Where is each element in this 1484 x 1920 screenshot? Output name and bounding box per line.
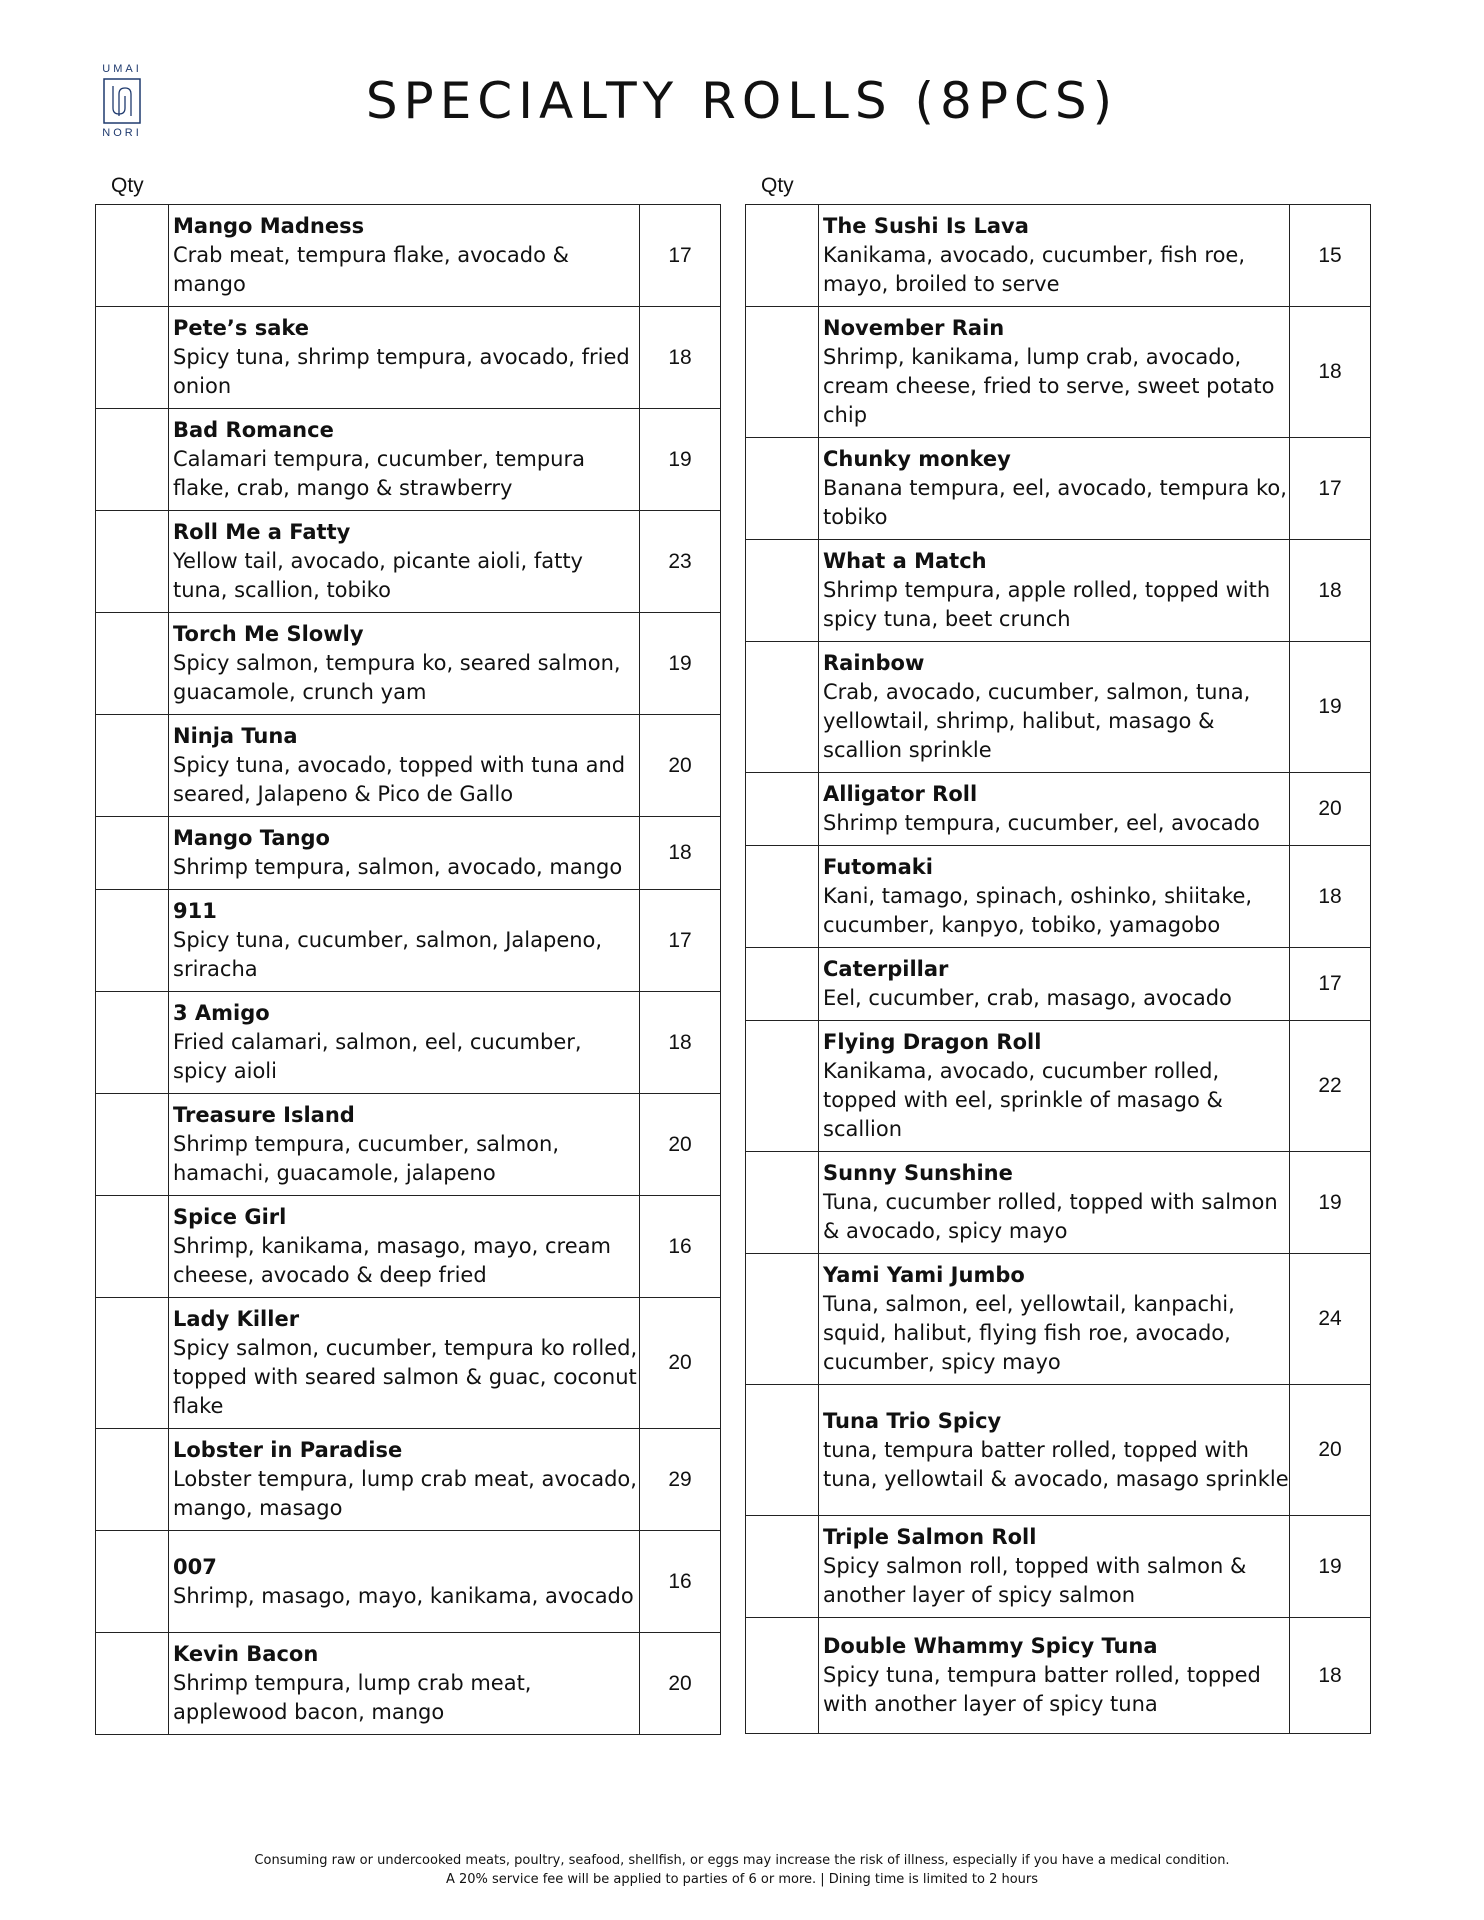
menu-row <box>96 1429 721 1531</box>
footer-line-health: Consuming raw or undercooked meats, poultry, seafood, shellfish, or eggs may increase the risk of illness, especially if you have a medical condition. <box>254 1853 1230 1868</box>
item-description: Tuna, cucumber rolled, topped with salmon & avocado, spicy mayo <box>823 1190 1278 1243</box>
item-price: 18 <box>640 307 721 409</box>
item-description: Spicy tuna, cucumber, salmon, Jalapeno, sriracha <box>173 928 603 981</box>
item-price: 24 <box>1290 1254 1371 1385</box>
item-info <box>169 992 640 1094</box>
item-info <box>169 511 640 613</box>
item-name: What a Match <box>823 549 987 573</box>
qty-cell[interactable] <box>746 642 819 773</box>
item-price: 19 <box>1290 1516 1371 1618</box>
item-description: Kanikama, avocado, cucumber, fish roe, mayo, broiled to serve <box>823 243 1246 296</box>
item-name: Kevin Bacon <box>173 1642 319 1666</box>
item-name: Mango Madness <box>173 214 365 238</box>
qty-cell[interactable] <box>746 948 819 1021</box>
item-price: 17 <box>640 890 721 992</box>
item-info <box>819 1021 1290 1152</box>
item-name: Rainbow <box>823 651 925 675</box>
menu-row <box>96 1094 721 1196</box>
menu-row <box>746 1254 1371 1385</box>
item-info <box>169 1531 640 1633</box>
item-info <box>819 1618 1290 1734</box>
item-name: Caterpillar <box>823 957 949 981</box>
qty-cell[interactable] <box>96 1531 169 1633</box>
item-price: 18 <box>1290 846 1371 948</box>
item-description: Shrimp tempura, salmon, avocado, mango <box>173 855 623 879</box>
item-price: 19 <box>640 409 721 511</box>
menu-row <box>96 307 721 409</box>
item-price: 20 <box>640 715 721 817</box>
item-description: Lobster tempura, lump crab meat, avocado, mango, masago <box>173 1467 637 1520</box>
item-price: 20 <box>640 1094 721 1196</box>
qty-cell[interactable] <box>96 205 169 307</box>
item-name: Futomaki <box>823 855 933 879</box>
item-name: Treasure Island <box>173 1103 355 1127</box>
menu-row <box>96 409 721 511</box>
item-info <box>169 890 640 992</box>
menu-row <box>746 438 1371 540</box>
item-description: Yellow tail, avocado, picante aioli, fatty tuna, scallion, tobiko <box>173 549 583 602</box>
item-info <box>169 817 640 890</box>
item-description: Eel, cucumber, crab, masago, avocado <box>823 986 1232 1010</box>
item-name: Mango Tango <box>173 826 330 850</box>
qty-cell[interactable] <box>746 846 819 948</box>
footer-line-policy: A 20% service fee will be applied to parties of 6 or more. | Dining time is limited to 2 hours <box>445 1872 1039 1887</box>
item-info <box>169 1298 640 1429</box>
item-price: 19 <box>1290 642 1371 773</box>
item-name: Triple Salmon Roll <box>823 1525 1037 1549</box>
qty-cell[interactable] <box>746 1618 819 1734</box>
item-info <box>819 1152 1290 1254</box>
qty-cell[interactable] <box>96 1633 169 1735</box>
qty-cell[interactable] <box>746 1254 819 1385</box>
item-info <box>169 613 640 715</box>
item-name: Flying Dragon Roll <box>823 1030 1042 1054</box>
menu-row <box>746 205 1371 307</box>
menu-row <box>746 1516 1371 1618</box>
item-description: Crab, avocado, cucumber, salmon, tuna, yellowtail, shrimp, halibut, masago & scallion sprinkle <box>823 680 1251 762</box>
menu-row <box>96 992 721 1094</box>
qty-cell[interactable] <box>96 511 169 613</box>
item-description: Shrimp, kanikama, lump crab, avocado, cream cheese, fried to serve, sweet potato chip <box>823 345 1275 427</box>
menu-table-left <box>95 204 721 1735</box>
menu-row <box>746 540 1371 642</box>
item-name: November Rain <box>823 316 1005 340</box>
item-description: Spicy tuna, tempura batter rolled, topped with another layer of spicy tuna <box>823 1663 1261 1716</box>
qty-cell[interactable] <box>746 307 819 438</box>
item-info <box>819 642 1290 773</box>
qty-cell[interactable] <box>96 613 169 715</box>
item-description: Shrimp tempura, apple rolled, topped with spicy tuna, beet crunch <box>823 578 1271 631</box>
menu-row <box>96 511 721 613</box>
item-info <box>819 205 1290 307</box>
menu-row <box>746 773 1371 846</box>
item-description: Shrimp tempura, cucumber, eel, avocado <box>823 811 1260 835</box>
item-info <box>169 715 640 817</box>
item-description: Kanikama, avocado, cucumber rolled, topped with eel, sprinkle of masago & scallion <box>823 1059 1223 1141</box>
item-price: 20 <box>1290 773 1371 846</box>
item-name: Double Whammy Spicy Tuna <box>823 1634 1158 1658</box>
item-description: Banana tempura, eel, avocado, tempura ko, tobiko <box>823 476 1287 529</box>
qty-cell[interactable] <box>96 409 169 511</box>
qty-cell[interactable] <box>96 1298 169 1429</box>
item-description: Shrimp tempura, lump crab meat, applewood bacon, mango <box>173 1671 532 1724</box>
item-price: 18 <box>1290 1618 1371 1734</box>
item-name: Lobster in Paradise <box>173 1438 403 1462</box>
item-description: Calamari tempura, cucumber, tempura flake, crab, mango & strawberry <box>173 447 585 500</box>
item-price: 18 <box>640 817 721 890</box>
menu-row <box>746 948 1371 1021</box>
item-price: 29 <box>640 1429 721 1531</box>
item-price: 23 <box>640 511 721 613</box>
item-description: Spicy tuna, avocado, topped with tuna and seared, Jalapeno & Pico de Gallo <box>173 753 626 806</box>
item-description: Spicy salmon, tempura ko, seared salmon, guacamole, crunch yam <box>173 651 621 704</box>
item-name: 911 <box>173 899 217 923</box>
qty-cell[interactable] <box>746 205 819 307</box>
qty-cell[interactable] <box>96 1196 169 1298</box>
item-info <box>819 1385 1290 1516</box>
item-info <box>819 1254 1290 1385</box>
item-price: 20 <box>1290 1385 1371 1516</box>
item-price: 19 <box>640 613 721 715</box>
item-price: 15 <box>1290 205 1371 307</box>
item-price: 18 <box>640 992 721 1094</box>
item-description: Kani, tamago, spinach, oshinko, shiitake, cucumber, kanpyo, tobiko, yamagobo <box>823 884 1253 937</box>
item-name: Torch Me Slowly <box>173 622 364 646</box>
item-description: Spicy salmon, cucumber, tempura ko rolled, topped with seared salmon & guac, coconut flake <box>173 1336 638 1418</box>
item-info <box>819 846 1290 948</box>
item-name: 3 Amigo <box>173 1001 270 1025</box>
item-description: Shrimp tempura, cucumber, salmon, hamachi, guacamole, jalapeno <box>173 1132 560 1185</box>
item-info <box>819 438 1290 540</box>
menu-row <box>746 1385 1371 1516</box>
item-info <box>169 1196 640 1298</box>
menu-row <box>96 1196 721 1298</box>
item-name: Sunny Sunshine <box>823 1161 1013 1185</box>
item-description: Fried calamari, salmon, eel, cucumber, spicy aioli <box>173 1030 582 1083</box>
item-name: 007 <box>173 1554 217 1579</box>
item-info <box>169 1633 640 1735</box>
menu-table-right <box>745 204 1371 1734</box>
logo-top-text: UMAI <box>102 63 142 75</box>
item-price: 19 <box>1290 1152 1371 1254</box>
qty-cell[interactable] <box>746 1021 819 1152</box>
menu-row <box>96 1298 721 1429</box>
menu-row <box>96 1531 721 1633</box>
item-description: Tuna, salmon, eel, yellowtail, kanpachi, squid, halibut, flying fish roe, avocado, cucumber, spicy mayo <box>823 1292 1235 1374</box>
qty-cell[interactable] <box>746 438 819 540</box>
item-info <box>819 948 1290 1021</box>
item-name: Alligator Roll <box>823 782 978 806</box>
menu-row <box>746 307 1371 438</box>
menu-row <box>96 613 721 715</box>
qty-cell[interactable] <box>96 1094 169 1196</box>
item-description: Spicy salmon roll, topped with salmon & another layer of spicy salmon <box>823 1554 1247 1607</box>
qty-cell[interactable] <box>96 715 169 817</box>
item-price: 17 <box>1290 948 1371 1021</box>
qty-cell[interactable] <box>96 1429 169 1531</box>
menu-row <box>746 1021 1371 1152</box>
item-name: Pete’s sake <box>173 316 310 340</box>
item-price: 17 <box>1290 438 1371 540</box>
menu-row <box>746 1618 1371 1734</box>
item-price: 22 <box>1290 1021 1371 1152</box>
menu-row <box>96 1633 721 1735</box>
item-description: Spicy tuna, shrimp tempura, avocado, fried onion <box>173 345 630 398</box>
item-name: Spice Girl <box>173 1205 287 1229</box>
item-name: Bad Romance <box>173 418 334 442</box>
item-price: 16 <box>640 1196 721 1298</box>
item-info <box>819 307 1290 438</box>
item-description: tuna, tempura batter rolled, topped with tuna, yellowtail & avocado, masago sprinkle <box>823 1437 1289 1491</box>
qty-cell[interactable] <box>96 307 169 409</box>
menu-row <box>746 1152 1371 1254</box>
qty-cell[interactable] <box>96 992 169 1094</box>
qty-cell[interactable] <box>746 540 819 642</box>
item-name: Chunky monkey <box>823 447 1011 471</box>
item-price: 20 <box>640 1298 721 1429</box>
item-info <box>169 205 640 307</box>
qty-cell[interactable] <box>746 773 819 846</box>
logo-bottom-text: NORI <box>102 127 142 139</box>
item-name: Yami Yami Jumbo <box>823 1263 1025 1287</box>
qty-cell[interactable] <box>746 1152 819 1254</box>
footer-disclaimer <box>0 1851 1484 1889</box>
item-info <box>169 1429 640 1531</box>
item-price: 20 <box>640 1633 721 1735</box>
qty-cell[interactable] <box>746 1516 819 1618</box>
page-title: SPECIALTY ROLLS (8PCS) <box>365 72 1119 130</box>
item-price: 18 <box>1290 540 1371 642</box>
menu-row <box>96 205 721 307</box>
item-description: Shrimp, masago, mayo, kanikama, avocado <box>173 1583 634 1608</box>
menu-row <box>96 715 721 817</box>
item-description: Crab meat, tempura flake, avocado & mango <box>173 243 569 296</box>
item-name: The Sushi Is Lava <box>823 214 1029 238</box>
qty-cell[interactable] <box>96 890 169 992</box>
menu-row <box>746 642 1371 773</box>
menu-row <box>96 890 721 992</box>
item-info <box>819 540 1290 642</box>
item-info <box>819 1516 1290 1618</box>
menu-row <box>96 817 721 890</box>
item-info <box>819 773 1290 846</box>
item-name: Tuna Trio Spicy <box>823 1408 1002 1433</box>
item-price: 16 <box>640 1531 721 1633</box>
qty-label-left: Qty <box>111 174 144 197</box>
menu-row <box>746 846 1371 948</box>
item-price: 17 <box>640 205 721 307</box>
qty-cell[interactable] <box>746 1385 819 1516</box>
item-description: Shrimp, kanikama, masago, mayo, cream cheese, avocado & deep fried <box>173 1234 611 1287</box>
item-info <box>169 1094 640 1196</box>
qty-cell[interactable] <box>96 817 169 890</box>
item-name: Roll Me a Fatty <box>173 520 351 544</box>
item-price: 18 <box>1290 307 1371 438</box>
item-name: Ninja Tuna <box>173 724 298 748</box>
qty-label-right: Qty <box>761 174 794 197</box>
item-info <box>169 307 640 409</box>
item-name: Lady Killer <box>173 1307 300 1331</box>
item-info <box>169 409 640 511</box>
